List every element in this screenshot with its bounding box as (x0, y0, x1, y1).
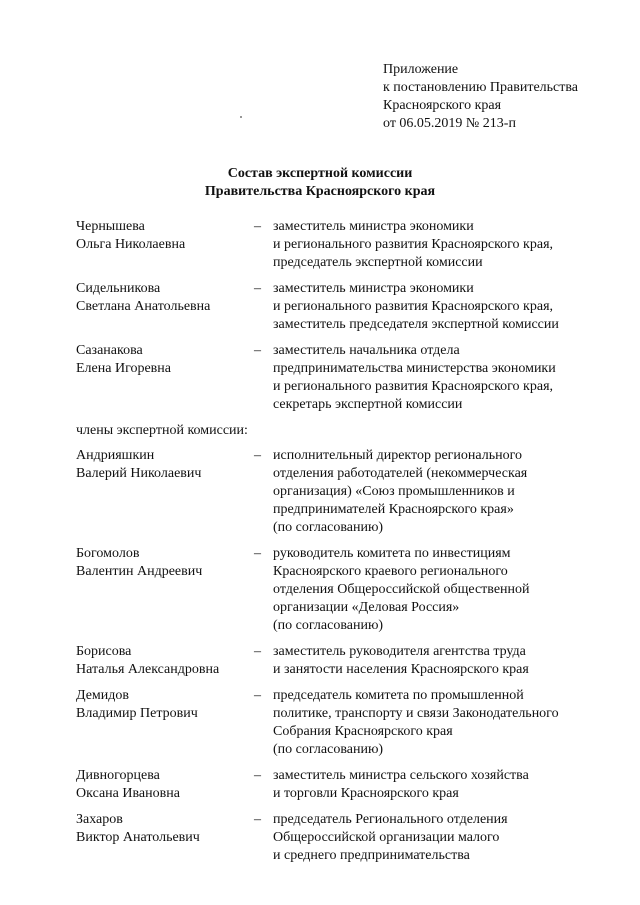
person-name (76, 687, 251, 723)
person-name (76, 447, 251, 483)
person-name (76, 811, 251, 847)
person-role (273, 280, 616, 334)
role-line: (по согласованию) (273, 618, 384, 633)
role-line: и регионального развития Красноярского края, (273, 379, 554, 394)
person-name (76, 545, 251, 581)
person-role (273, 447, 616, 537)
dash: – (254, 219, 261, 234)
surname: Сазанакова (76, 343, 143, 358)
dash: – (254, 343, 261, 358)
person-role (273, 218, 616, 272)
dash: – (254, 688, 261, 703)
person-role (273, 687, 616, 759)
person-role (273, 811, 616, 865)
surname: Андрияшкин (76, 448, 155, 463)
role-line: предпринимателей Красноярского края» (273, 502, 514, 517)
role-line: председатель экспертной комиссии (273, 255, 483, 270)
dash: – (254, 644, 261, 659)
role-line: организация) «Союз промышленников и (273, 484, 515, 499)
role-line: Общероссийской организации малого (273, 830, 500, 845)
dash: – (254, 768, 261, 783)
role-line: председатель комитета по промышленной (273, 688, 524, 703)
given-names: Светлана Анатольевна (76, 299, 211, 314)
member-entry (76, 687, 616, 759)
role-line: и регионального развития Красноярского края, (273, 237, 554, 252)
role-line: председатель Регионального отделения (273, 812, 508, 827)
role-line: организации «Деловая Россия» (273, 600, 460, 615)
role-line: заместитель начальника отдела (273, 343, 460, 358)
surname: Богомолов (76, 546, 140, 561)
member-entry (76, 643, 616, 679)
surname: Дивногорцева (76, 768, 160, 783)
role-line: заместитель министра экономики (273, 219, 474, 234)
document-title (0, 165, 640, 201)
person-name (76, 767, 251, 803)
surname: Сидельникова (76, 281, 161, 296)
member-entry (76, 811, 616, 865)
given-names: Наталья Александровна (76, 662, 220, 677)
role-line: и занятости населения Красноярского края (273, 662, 529, 677)
role-line: руководитель комитета по инвестициям (273, 546, 511, 561)
person-name (76, 280, 251, 316)
role-line: заместитель министра сельского хозяйства (273, 768, 529, 783)
role-line: заместитель председателя экспертной комиссии (273, 317, 559, 332)
role-line: исполнительный директор регионального (273, 448, 522, 463)
scan-speck (240, 116, 242, 118)
appendix-block (383, 61, 578, 133)
given-names: Оксана Ивановна (76, 786, 180, 801)
role-line: и торговли Красноярского края (273, 786, 459, 801)
role-line: предпринимательства министерства экономики (273, 361, 556, 376)
title-line: Правительства Красноярского края (204, 184, 436, 199)
given-names: Виктор Анатольевич (76, 830, 200, 845)
leader-entry (76, 280, 616, 334)
leader-entry (76, 342, 616, 414)
given-names: Валерий Николаевич (76, 466, 202, 481)
role-line: отделения Общероссийской общественной (273, 582, 530, 597)
role-line: секретарь экспертной комиссии (273, 397, 463, 412)
person-name (76, 342, 251, 378)
role-line: политике, транспорту и связи Законодательного (273, 706, 559, 721)
appendix-line: к постановлению Правительства (383, 80, 579, 95)
appendix-line: Красноярского края (383, 98, 502, 113)
person-role (273, 342, 616, 414)
surname: Захаров (76, 812, 123, 827)
role-line: (по согласованию) (273, 520, 384, 535)
role-line: и среднего предпринимательства (273, 848, 470, 863)
leader-entry (76, 218, 616, 272)
role-line: заместитель министра экономики (273, 281, 474, 296)
role-line: отделения работодателей (некоммерческая (273, 466, 528, 481)
role-line: Собрания Красноярского края (273, 724, 453, 739)
person-role (273, 545, 616, 635)
person-name (76, 643, 251, 679)
role-line: Красноярского краевого регионального (273, 564, 508, 579)
member-entry (76, 767, 616, 803)
person-name (76, 218, 251, 254)
surname: Чернышева (76, 219, 145, 234)
title-line: Состав экспертной комиссии (227, 166, 413, 181)
dash: – (254, 546, 261, 561)
members-label: члены экспертной комиссии: (76, 423, 248, 438)
role-line: (по согласованию) (273, 742, 384, 757)
person-role (273, 643, 616, 679)
given-names: Елена Игоревна (76, 361, 171, 376)
member-entry (76, 545, 616, 635)
member-entry (76, 447, 616, 537)
given-names: Владимир Петрович (76, 706, 198, 721)
appendix-line: от 06.05.2019 № 213-п (383, 116, 516, 131)
commission-list (76, 218, 616, 873)
dash: – (254, 281, 261, 296)
surname: Борисова (76, 644, 132, 659)
dash: – (254, 812, 261, 827)
surname: Демидов (76, 688, 130, 703)
role-line: заместитель руководителя агентства труда (273, 644, 526, 659)
dash: – (254, 448, 261, 463)
given-names: Валентин Андреевич (76, 564, 203, 579)
person-role (273, 767, 616, 803)
given-names: Ольга Николаевна (76, 237, 186, 252)
role-line: и регионального развития Красноярского края, (273, 299, 554, 314)
appendix-line: Приложение (383, 62, 459, 77)
